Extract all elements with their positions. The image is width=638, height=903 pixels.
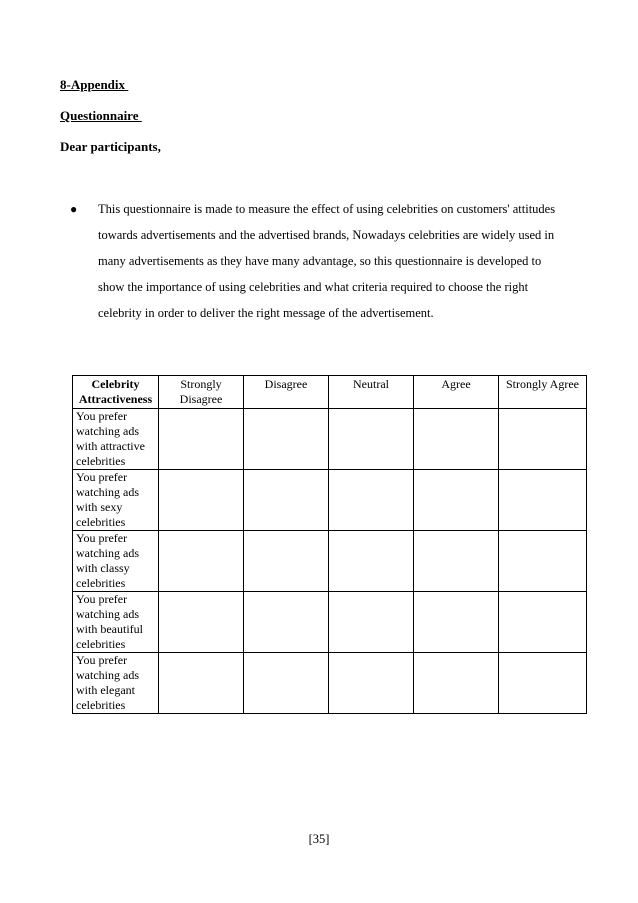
header-strongly-agree: Strongly Agree: [499, 376, 587, 409]
answer-cell-agree[interactable]: [414, 409, 499, 470]
answer-cell-strongly-agree[interactable]: [499, 653, 587, 714]
answer-cell-neutral[interactable]: [329, 409, 414, 470]
questionnaire-heading: Questionnaire: [60, 108, 142, 123]
answer-cell-disagree[interactable]: [244, 470, 329, 531]
question-cell: You prefer watching ads with elegant celebrities: [73, 653, 159, 714]
answer-cell-neutral[interactable]: [329, 470, 414, 531]
answer-cell-disagree[interactable]: [244, 653, 329, 714]
answer-cell-strongly-agree[interactable]: [499, 409, 587, 470]
table-header-row: [73, 376, 587, 409]
answer-cell-strongly-disagree[interactable]: [159, 531, 244, 592]
answer-cell-disagree[interactable]: [244, 592, 329, 653]
answer-cell-strongly-agree[interactable]: [499, 531, 587, 592]
intro-bullet: [70, 196, 570, 326]
table-row: [73, 531, 587, 592]
answer-cell-disagree[interactable]: [244, 531, 329, 592]
answer-cell-agree[interactable]: [414, 470, 499, 531]
question-cell: You prefer watching ads with beautiful celebrities: [73, 592, 159, 653]
question-cell: You prefer watching ads with classy celebrities: [73, 531, 159, 592]
table-row: [73, 653, 587, 714]
answer-cell-strongly-disagree[interactable]: [159, 409, 244, 470]
question-cell: You prefer watching ads with sexy celebrities: [73, 470, 159, 531]
answer-cell-strongly-disagree[interactable]: [159, 470, 244, 531]
intro-line: towards advertisements and the advertised brands, Nowadays celebrities are widely used in: [98, 228, 555, 242]
answer-cell-agree[interactable]: [414, 653, 499, 714]
header-disagree: Disagree: [244, 376, 329, 409]
question-cell: You prefer watching ads with attractive celebrities: [73, 409, 159, 470]
answer-cell-neutral[interactable]: [329, 653, 414, 714]
greeting: Dear participants,: [60, 139, 161, 154]
intro-paragraph: [98, 196, 570, 326]
answer-cell-neutral[interactable]: [329, 531, 414, 592]
page-number: [35]: [308, 832, 330, 846]
intro-line: many advertisements as they have many advantage, so this questionnaire is developed to: [98, 254, 542, 268]
answer-cell-strongly-disagree[interactable]: [159, 592, 244, 653]
answer-cell-agree[interactable]: [414, 531, 499, 592]
answer-cell-strongly-disagree[interactable]: [159, 653, 244, 714]
intro-line: This questionnaire is made to measure the effect of using celebrities on customers' attitudes: [98, 202, 556, 216]
appendix-heading: 8-Appendix: [60, 77, 129, 92]
answer-cell-disagree[interactable]: [244, 409, 329, 470]
header-strongly-disagree: Strongly Disagree: [159, 376, 244, 409]
header-agree: Agree: [414, 376, 499, 409]
header-celebrity-attractiveness: Celebrity Attractiveness: [73, 376, 159, 409]
answer-cell-strongly-agree[interactable]: [499, 592, 587, 653]
bullet-dot-icon: ●: [70, 202, 78, 216]
answer-cell-agree[interactable]: [414, 592, 499, 653]
intro-line: show the importance of using celebrities and what criteria required to choose the right: [98, 280, 529, 294]
table-row: [73, 592, 587, 653]
table-row: [73, 470, 587, 531]
intro-line: celebrity in order to deliver the right message of the advertisement.: [98, 306, 434, 320]
survey-table: [72, 375, 587, 714]
answer-cell-neutral[interactable]: [329, 592, 414, 653]
header-neutral: Neutral: [329, 376, 414, 409]
table-row: [73, 409, 587, 470]
answer-cell-strongly-agree[interactable]: [499, 470, 587, 531]
